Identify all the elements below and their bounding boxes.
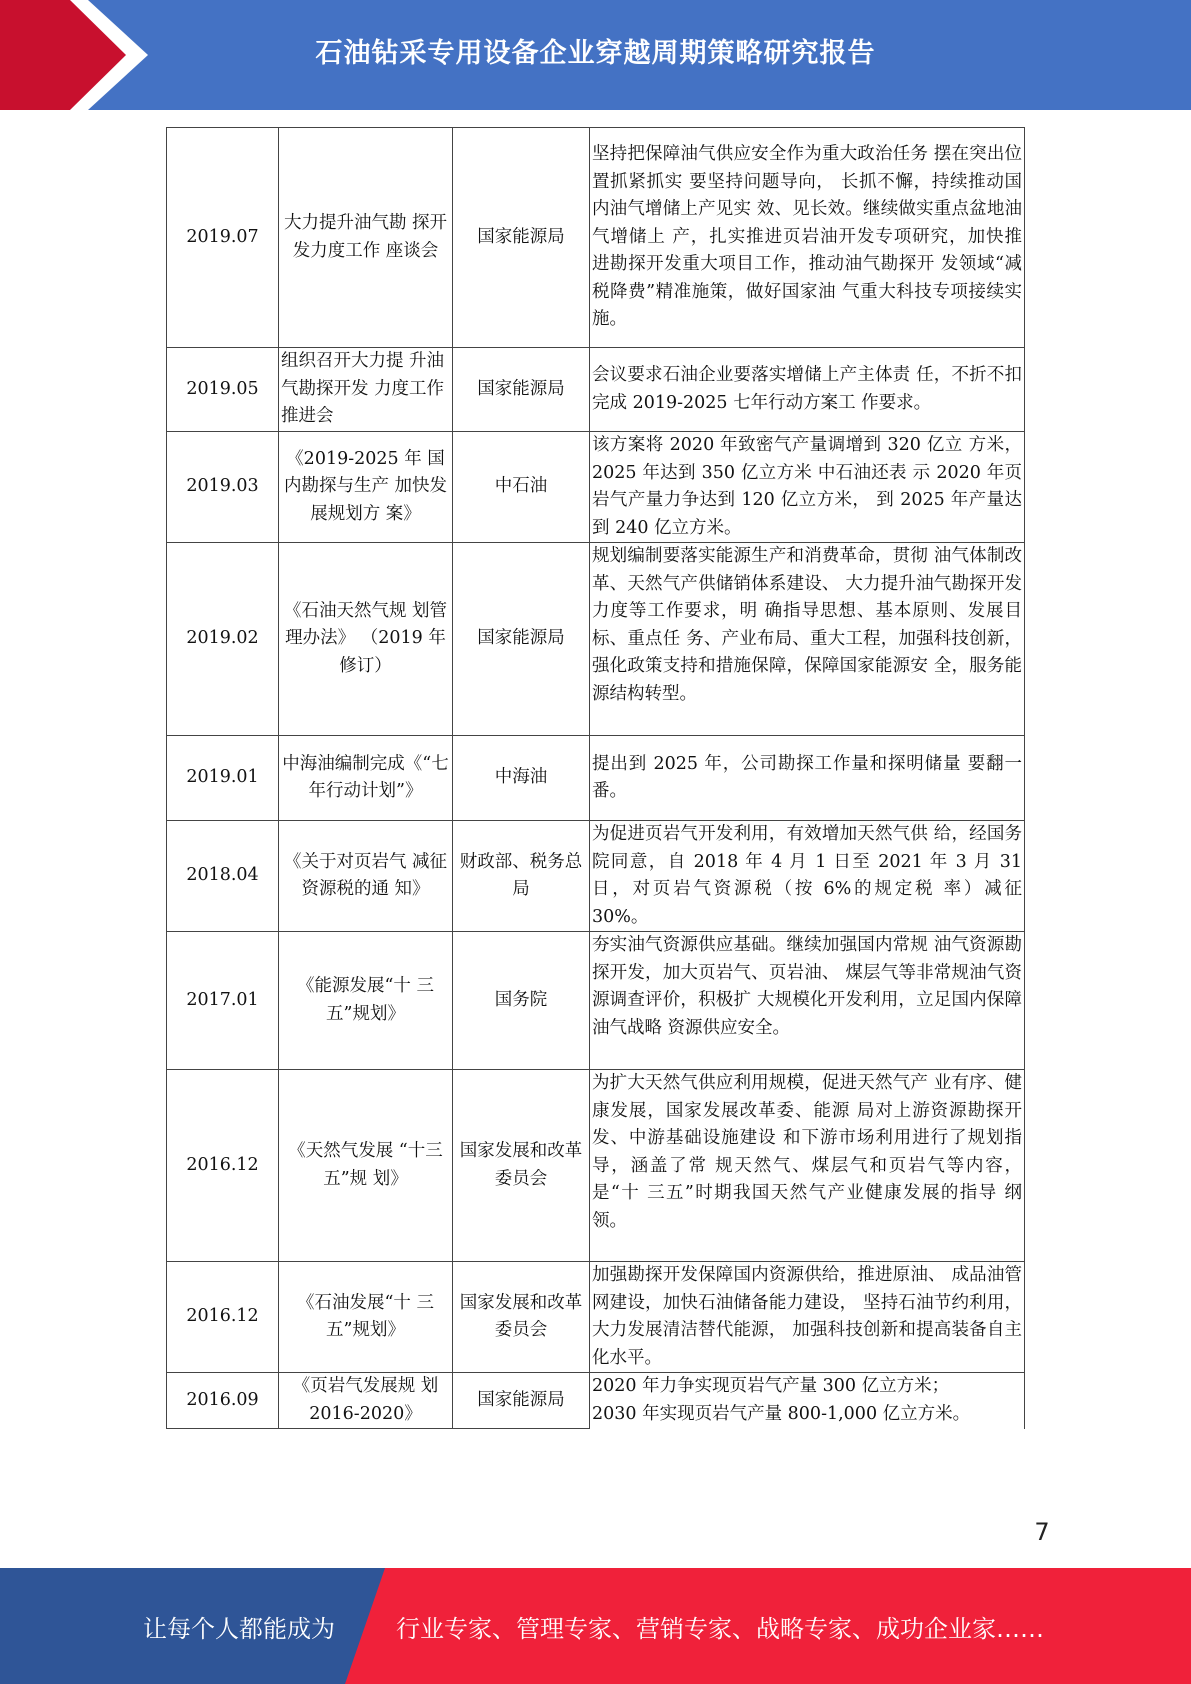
row-description: 会议要求石油企业要落实增储上产主体责 任，不折不扣完成 2019-2025 七年行动方案工 作要求。	[590, 348, 1025, 432]
table-row	[167, 1262, 1025, 1373]
row-date: 2019.05	[167, 348, 279, 432]
row-description: 加强勘探开发保障国内资源供给，推进原油、 成品油管网建设，加快石油储备能力建设， 坚持石油节约利用，大力发展清洁替代能源， 加强科技创新和提高装备自主化水平。	[590, 1262, 1025, 1373]
row-description: 为促进页岩气开发利用，有效增加天然气供 给，经国务院同意，自 2018 年 4 月 1 日至 2021 年 3 月 31 日，对页岩气资源税（按 6%的规定税 率）减征 30%。	[590, 821, 1025, 932]
page-footer	[0, 1568, 1191, 1684]
table-row	[167, 821, 1025, 932]
description-line: 2020 年力争实现页岩气产量 300 亿立方米；	[592, 1376, 950, 1397]
table-row	[167, 432, 1025, 543]
row-organization: 国家发展和改革委员会	[453, 1070, 590, 1262]
row-date: 2019.02	[167, 543, 279, 736]
table-row	[167, 1373, 1025, 1429]
row-date: 2017.01	[167, 932, 279, 1070]
row-policy-name: 《石油天然气规 划管理办法》 （2019 年修订）	[279, 543, 453, 736]
row-organization: 国务院	[453, 932, 590, 1070]
row-description	[590, 1373, 1025, 1429]
row-date: 2019.07	[167, 128, 279, 348]
table-row	[167, 543, 1025, 736]
row-policy-name: 组织召开大力提 升油气勘探开发 力度工作推进会	[279, 348, 453, 432]
policy-table-container	[166, 127, 1024, 1429]
header-red-chevron	[0, 0, 150, 110]
table-row	[167, 932, 1025, 1070]
footer-slogan-left: 让每个人都能成为	[143, 1614, 335, 1643]
page-header	[0, 0, 1191, 110]
table-row	[167, 128, 1025, 348]
row-policy-name: 中海油编制完成《“七年行动计划”》	[279, 736, 453, 821]
row-date: 2016.12	[167, 1262, 279, 1373]
row-organization: 国家能源局	[453, 128, 590, 348]
page-number: 7	[1034, 1518, 1050, 1546]
table-row	[167, 348, 1025, 432]
table-row	[167, 736, 1025, 821]
row-description: 该方案将 2020 年致密气产量调增到 320 亿立 方米，2025 年达到 350 亿立方米 中石油还表 示 2020 年页岩气产量力争达到 120 亿立方米， 到 2025 年产量达到 240 亿立方米。	[590, 432, 1025, 543]
row-policy-name: 《石油发展“十 三五”规划》	[279, 1262, 453, 1373]
row-policy-name: 《页岩气发展规 划 2016-2020》	[279, 1373, 453, 1429]
policy-table	[166, 127, 1025, 1429]
description-line: 2030 年实现页岩气产量 800-1,000 亿立方米。	[592, 1403, 971, 1424]
row-organization: 财政部、税务总局	[453, 821, 590, 932]
row-organization: 中海油	[453, 736, 590, 821]
row-description: 夯实油气资源供应基础。继续加强国内常规 油气资源勘探开发，加大页岩气、页岩油、 煤层气等非常规油气资源调查评价，积极扩 大规模化开发利用，立足国内保障油气战略 资源供应安全。	[590, 932, 1025, 1070]
row-date: 2016.09	[167, 1373, 279, 1429]
row-organization: 国家发展和改革委员会	[453, 1262, 590, 1373]
row-date: 2018.04	[167, 821, 279, 932]
row-policy-name: 《关于对页岩气 减征资源税的通 知》	[279, 821, 453, 932]
row-policy-name: 《能源发展“十 三五”规划》	[279, 932, 453, 1070]
table-row	[167, 1070, 1025, 1262]
footer-slogan-right: 行业专家、管理专家、营销专家、战略专家、成功企业家……	[396, 1614, 1044, 1643]
row-description: 提出到 2025 年，公司勘探工作量和探明储量 要翻一番。	[590, 736, 1025, 821]
row-date: 2019.03	[167, 432, 279, 543]
row-organization: 国家能源局	[453, 348, 590, 432]
row-date: 2016.12	[167, 1070, 279, 1262]
row-date: 2019.01	[167, 736, 279, 821]
row-organization: 国家能源局	[453, 1373, 590, 1429]
row-organization: 中石油	[453, 432, 590, 543]
row-policy-name: 《2019-2025 年 国内勘探与生产 加快发展规划方 案》	[279, 432, 453, 543]
report-title: 石油钻采专用设备企业穿越周期策略研究报告	[315, 37, 876, 69]
row-description: 坚持把保障油气供应安全作为重大政治任务 摆在突出位置抓紧抓实 要坚持问题导向， 长抓不懈，持续推动国内油气增储上产见实 效、见长效。继续做实重点盆地油气增储上 产，扎实推进页岩油开发专项研究，加快推 进勘探开发重大项目工作，推动油气勘探开 发领域“减税降费”精准施策，做好国家油 气重大科技专项接续实施。	[590, 128, 1025, 348]
row-policy-name: 大力提升油气勘 探开发力度工作 座谈会	[279, 128, 453, 348]
row-description: 规划编制要落实能源生产和消费革命，贯彻 油气体制改革、天然气产供储销体系建设、 大力提升油气勘探开发力度等工作要求，明 确指导思想、基本原则、发展目标、重点任 务、产业布局、重大工程，加强科技创新， 强化政策支持和措施保障，保障国家能源安 全，服务能源结构转型。	[590, 543, 1025, 736]
row-description: 为扩大天然气供应利用规模，促进天然气产 业有序、健康发展，国家发展改革委、能源 局对上游资源勘探开发、中游基础设施建设 和下游市场利用进行了规划指导，涵盖了常 规天然气、煤层气和页岩气等内容，是“十 三五”时期我国天然气产业健康发展的指导 纲领。	[590, 1070, 1025, 1262]
row-policy-name: 《天然气发展 “十三五”规 划》	[279, 1070, 453, 1262]
row-organization: 国家能源局	[453, 543, 590, 736]
